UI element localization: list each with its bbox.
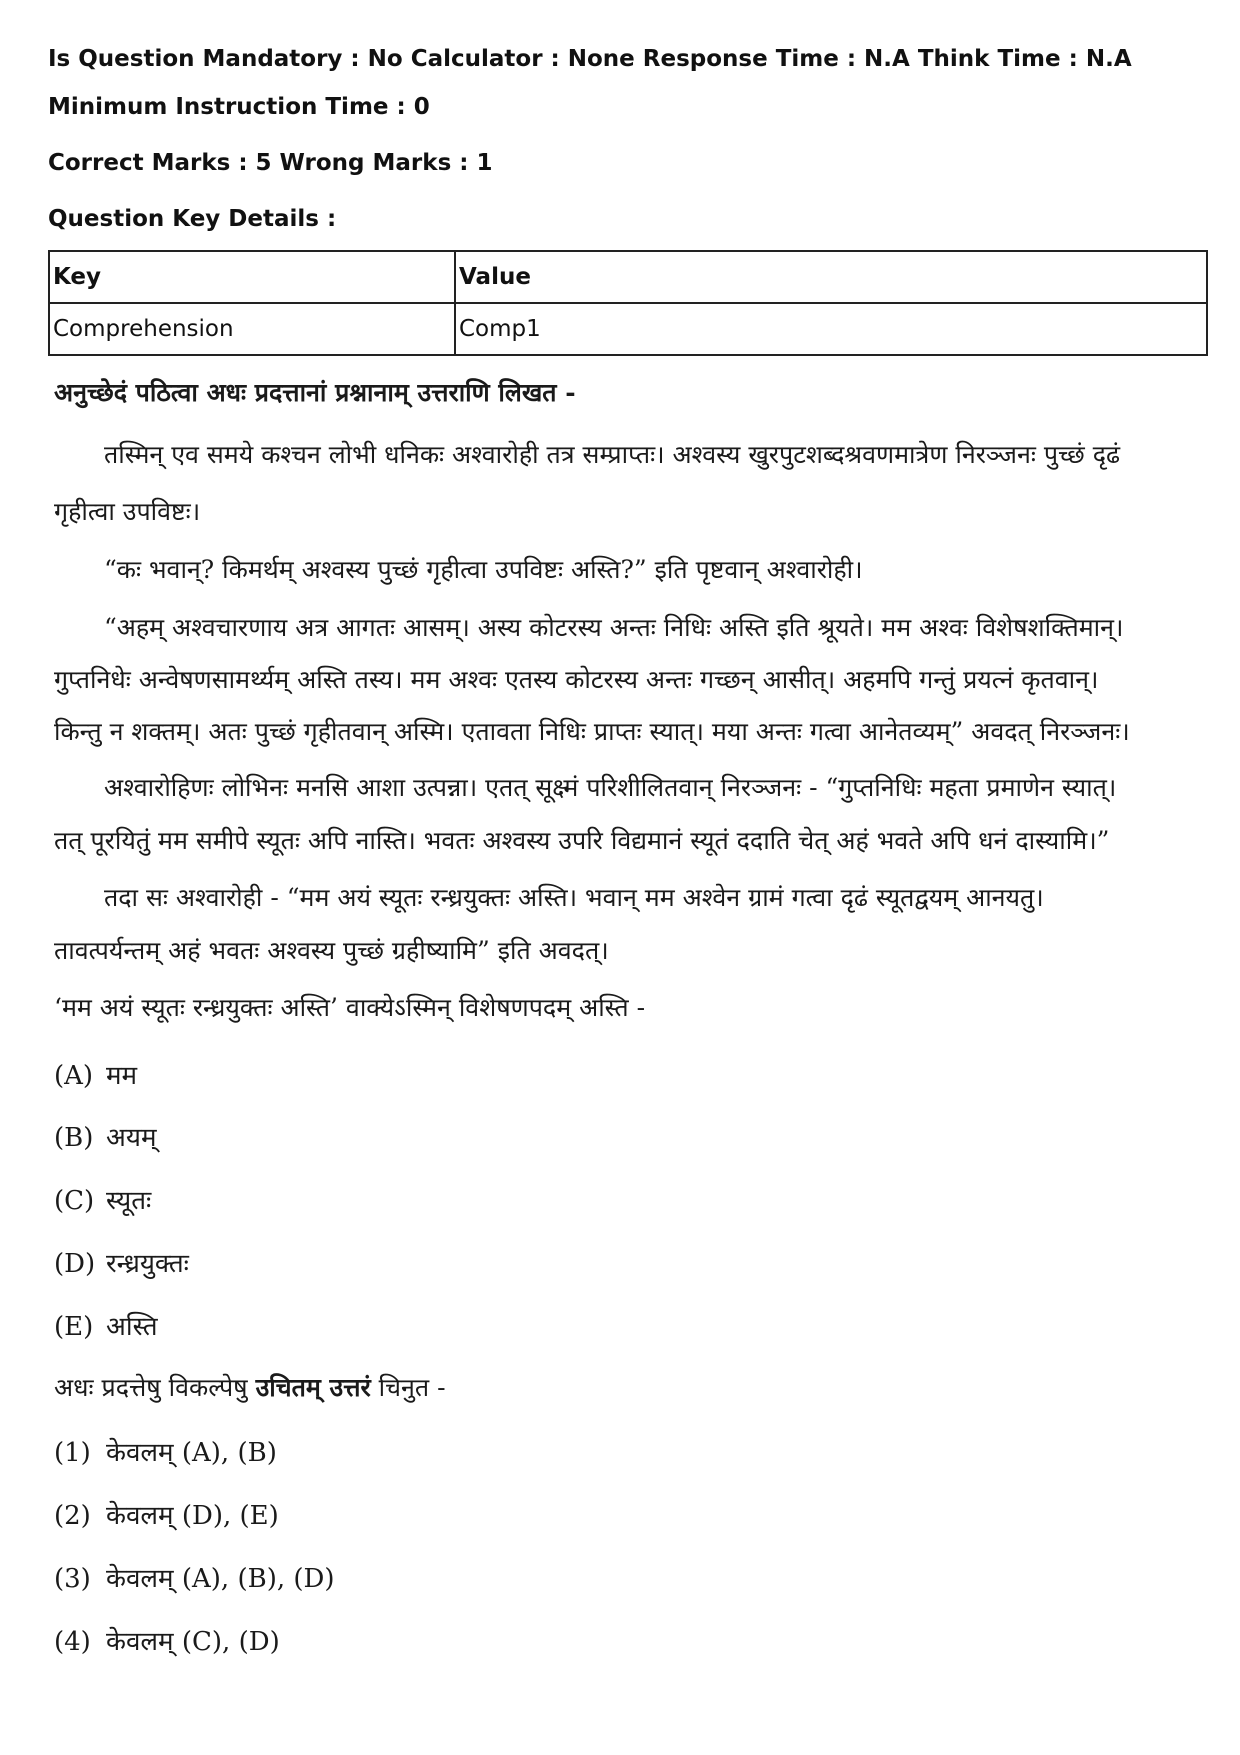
answer-choice-4[interactable] xyxy=(54,1622,280,1658)
answer-instruction xyxy=(54,1370,446,1404)
header-key: Key xyxy=(49,251,455,303)
option-label: (B) xyxy=(54,1123,94,1153)
passage-line: “अहम् अश्वचारणाय अत्र आगतः आसम्। अस्य कोटरस्य अन्तः निधिः अस्ति इति श्रूयते। मम अश्वः विशेषशक्तिमान्। xyxy=(104,613,1124,642)
passage-line: “कः भवान्? किमर्थम् अश्वस्य पुच्छं गृहीत्वा उपविष्टः अस्ति?” इति पृष्टवान् अश्वारोही। xyxy=(104,555,863,584)
option-text: अस्ति xyxy=(106,1312,158,1342)
choice-text: केवलम् (A), (B), (D) xyxy=(106,1564,335,1594)
marks-line: Correct Marks : 5 Wrong Marks : 1 xyxy=(48,150,493,176)
passage-line: गुप्तनिधेः अन्वेषणसामर्थ्यम् अस्ति तस्य। मम अश्वः एतस्य कोटरस्य अन्तः गच्छन् आसीत्। अहमपि गन्तुं प्रयत्नं कृतवान्। xyxy=(54,665,1099,694)
answer-choice-3[interactable] xyxy=(54,1559,335,1595)
table-header-row xyxy=(49,251,1207,303)
passage-line: तावत्पर्यन्तम् अहं भवतः अश्वस्य पुच्छं ग्रहीष्यामि” इति अवदत्। xyxy=(54,936,609,965)
header-value: Value xyxy=(455,251,1207,303)
question-text: ‘मम अयं स्यूतः रन्ध्रयुक्तः अस्ति’ वाक्येऽस्मिन् विशेषणपदम् अस्ति - xyxy=(54,993,646,1022)
choice-label: (3) xyxy=(54,1564,91,1594)
instruction-pre: अधः प्रदत्तेषु विकल्पेषु xyxy=(54,1373,248,1402)
key-details-heading: Question Key Details : xyxy=(48,206,337,232)
statement-option-e xyxy=(54,1307,158,1343)
choice-text: केवलम् (C), (D) xyxy=(106,1627,280,1657)
instruction-bold: उचितम् उत्तरं xyxy=(255,1373,371,1402)
statement-option-b xyxy=(54,1118,157,1154)
passage-heading: अनुच्छेदं पठित्वा अधः प्रदत्तानां प्रश्नानाम् उत्तराणि लिखत - xyxy=(54,378,576,407)
option-label: (E) xyxy=(54,1312,94,1342)
option-text: रन्ध्रयुक्तः xyxy=(106,1249,189,1279)
option-label: (D) xyxy=(54,1249,96,1279)
row-key: Comprehension xyxy=(49,303,455,355)
choice-label: (2) xyxy=(54,1501,91,1531)
choice-text: केवलम् (A), (B) xyxy=(106,1438,277,1468)
choice-label: (4) xyxy=(54,1627,91,1657)
passage-line: तदा सः अश्वारोही - “मम अयं स्यूतः रन्ध्रयुक्तः अस्ति। भवान् मम अश्वेन ग्रामं गत्वा दृढं स्यूतद्वयम् आनयतु। xyxy=(104,883,1044,912)
passage-line: गृहीत्वा उपविष्टः। xyxy=(54,497,201,526)
answer-choice-2[interactable] xyxy=(54,1496,279,1532)
choice-text: केवलम् (D), (E) xyxy=(106,1501,279,1531)
instruction-post: चिनुत - xyxy=(378,1373,446,1402)
option-text: अयम् xyxy=(106,1123,157,1153)
passage-line: किन्तु न शक्तम्। अतः पुच्छं गृहीतवान् अस्मि। एतावता निधिः प्राप्तः स्यात्। मया अन्तः गत्वा आनेतव्यम्” अवदत् निरञ्जनः। xyxy=(54,717,1130,746)
passage-line: तत् पूरयितुं मम समीपे स्यूतः अपि नास्ति। भवतः अश्वस्य उपरि विद्यमानं स्यूतं ददाति चेत् अहं भवते अपि धनं दास्यामि।” xyxy=(54,826,1110,855)
statement-option-a xyxy=(54,1056,137,1092)
row-value: Comp1 xyxy=(455,303,1207,355)
choice-label: (1) xyxy=(54,1438,91,1468)
passage-line: अश्वारोहिणः लोभिनः मनसि आशा उत्पन्ना। एतत् सूक्ष्मं परिशीलितवान् निरञ्जनः - “गुप्तनिधिः महता प्रमाणेन स्यात्। xyxy=(104,773,1117,802)
statement-option-d xyxy=(54,1244,189,1280)
passage-line: तस्मिन् एव समये कश्चन लोभी धनिकः अश्वारोही तत्र सम्प्राप्तः। अश्वस्य खुरपुटशब्दश्रवणमात्रेण निरञ्जनः पुच्छं दृढं xyxy=(104,440,1121,469)
option-text: मम xyxy=(106,1061,138,1091)
option-label: (A) xyxy=(54,1061,94,1091)
instruction-time-line: Minimum Instruction Time : 0 xyxy=(48,94,430,120)
answer-choice-1[interactable] xyxy=(54,1433,277,1469)
question-key-table xyxy=(48,250,1208,356)
statement-option-c xyxy=(54,1181,151,1217)
table-row xyxy=(49,303,1207,355)
question-meta-line: Is Question Mandatory : No Calculator : None Response Time : N.A Think Time : N.A xyxy=(48,46,1132,72)
option-label: (C) xyxy=(54,1186,95,1216)
option-text: स्यूतः xyxy=(106,1186,152,1216)
